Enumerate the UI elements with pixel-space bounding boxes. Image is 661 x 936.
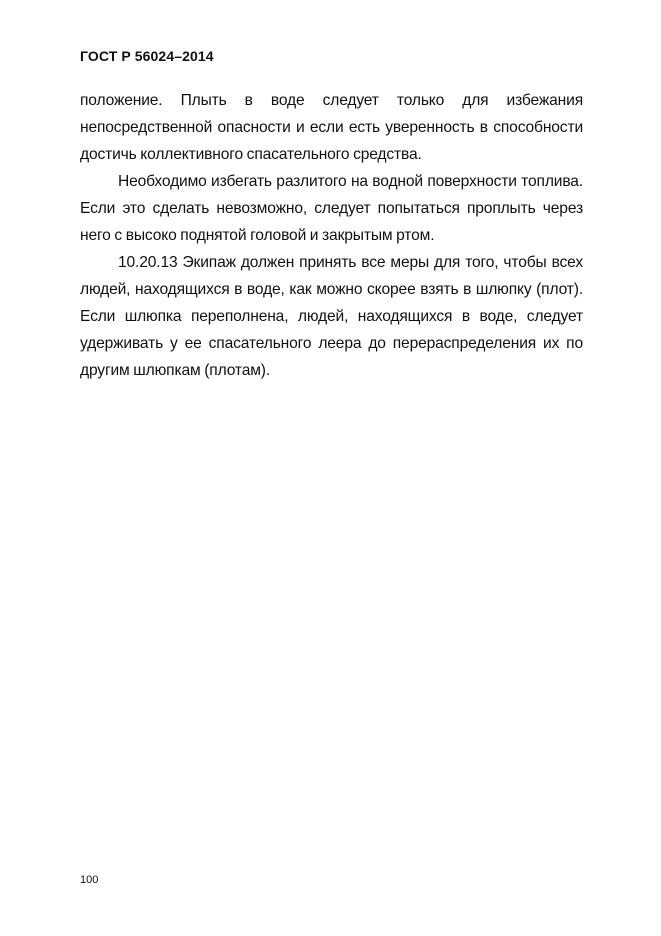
page-number: 100 [80, 874, 99, 886]
paragraph-fuel-warning: Необходимо избегать разлитого на водной поверхности топлива. Если это сделать невозможно, следует попытаться проплыть через него с высоко поднятой головой и закрытым ртом. [80, 173, 583, 244]
document-body [80, 87, 583, 384]
paragraph-continuation: положение. Плыть в воде следует только для избежания непосредственной опасности и если есть уверенность в способности достичь коллективного спасательного средства. [80, 92, 583, 163]
paragraph-10-20-13: 10.20.13 Экипаж должен принять все меры для того, чтобы всех людей, находящихся в воде, как можно скорее взять в шлюпку (плот). Если шлюпка переполнена, людей, находящихся в воде, следует удерживать у ее спасательного леера до перераспределения их по другим шлюпкам (плотам). [80, 254, 583, 379]
document-header: ГОСТ Р 56024–2014 [80, 48, 214, 64]
